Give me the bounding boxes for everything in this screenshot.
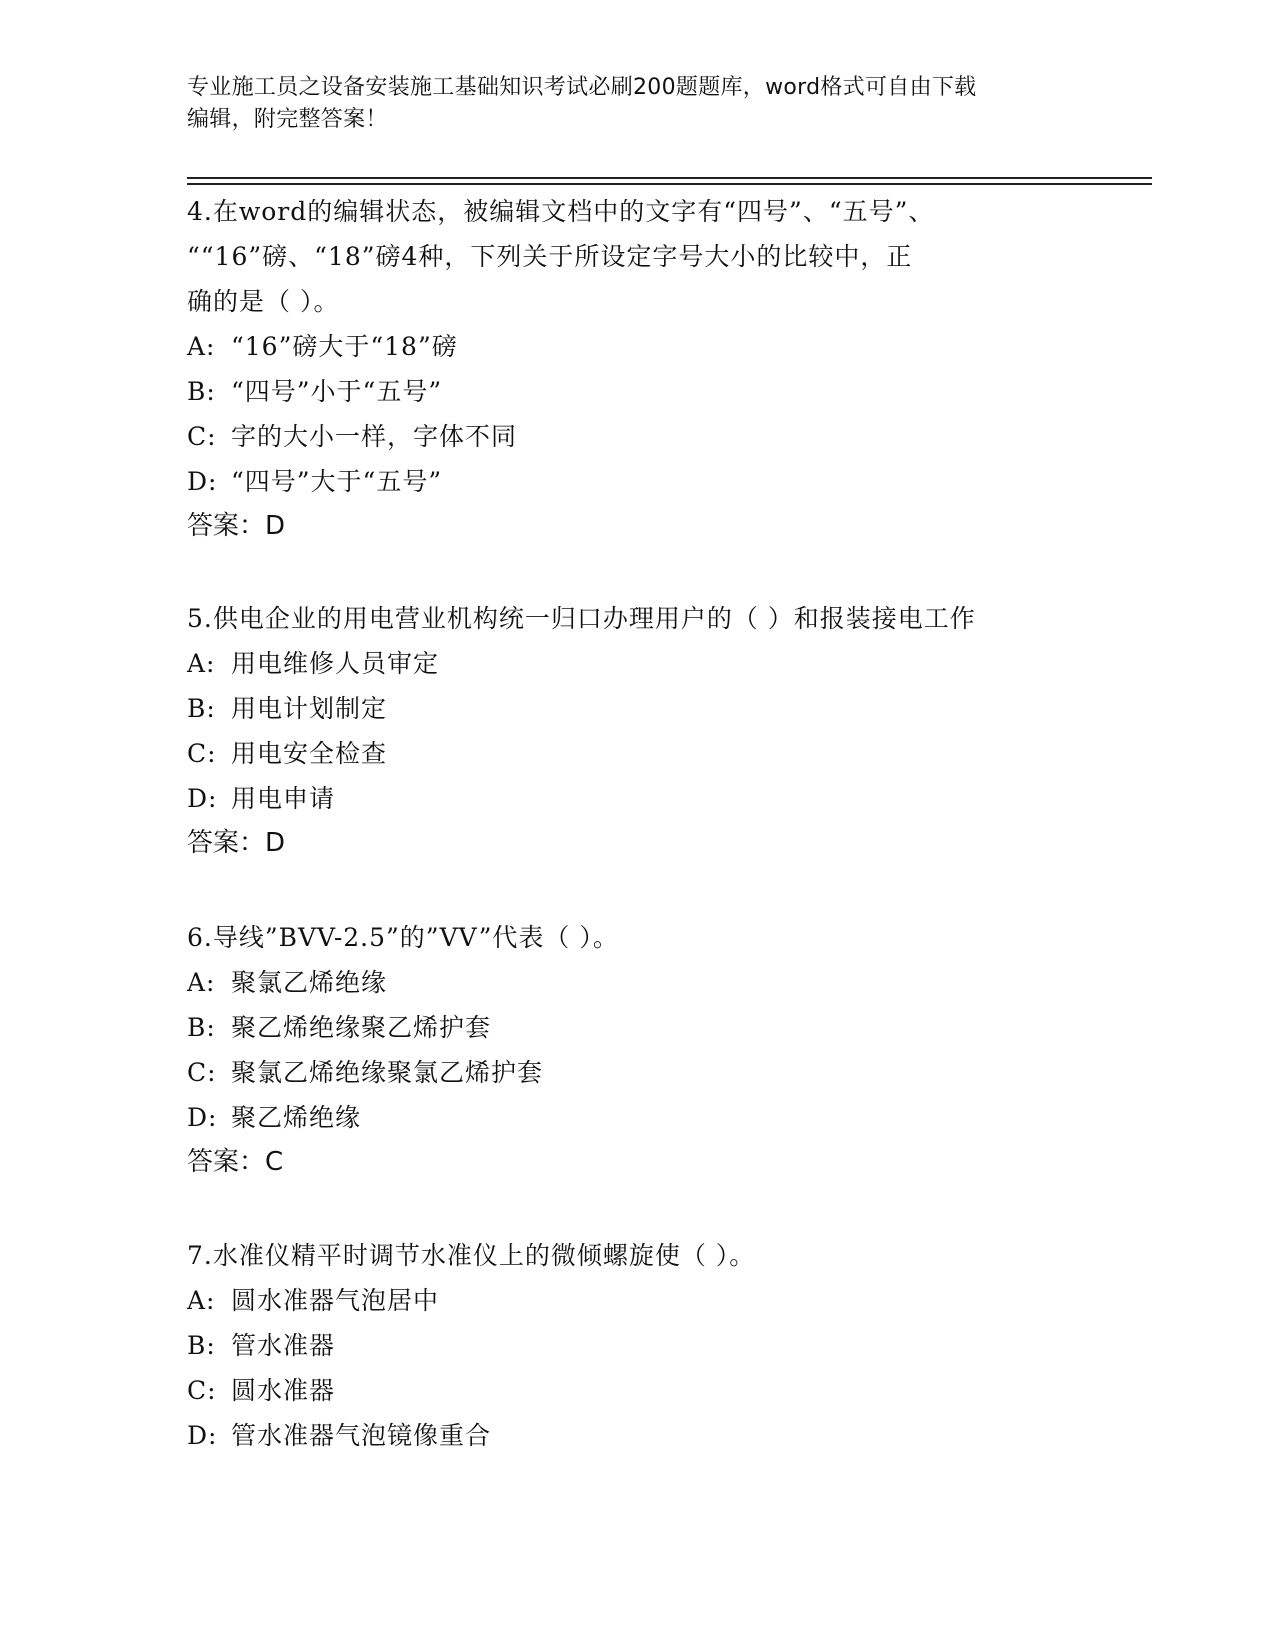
question-4 xyxy=(187,189,1087,549)
option-text: 管水准器气泡镜像重合 xyxy=(231,1421,492,1450)
option-text: “四号”小于“五号” xyxy=(231,377,443,406)
option-text: 聚氯乙烯绝缘 xyxy=(231,968,388,997)
header-line-2: 编辑，附完整答案！ xyxy=(187,107,388,132)
header-divider-top xyxy=(187,177,1152,179)
option-letter: D: xyxy=(187,1421,218,1450)
option-a xyxy=(187,960,1087,1005)
option-d xyxy=(187,1095,1087,1140)
option-text: 圆水准器 xyxy=(231,1376,336,1405)
option-text: 用电安全检查 xyxy=(231,739,388,768)
option-text: 用电维修人员审定 xyxy=(231,649,440,678)
option-letter: C: xyxy=(187,1058,217,1087)
option-letter: B: xyxy=(187,694,216,723)
question-5 xyxy=(187,596,1087,866)
option-text: 管水准器 xyxy=(231,1331,336,1360)
document-header xyxy=(187,72,1087,136)
option-letter: A: xyxy=(187,968,216,997)
option-c xyxy=(187,414,1087,459)
option-letter: D: xyxy=(187,784,218,813)
question-text-line: 确的是（ ）。 xyxy=(187,287,340,316)
question-text-line: 4.在word的编辑状态，被编辑文档中的文字有“四号”、“五号”、 xyxy=(187,197,935,226)
option-letter: C: xyxy=(187,422,217,451)
option-letter: B: xyxy=(187,377,216,406)
option-b xyxy=(187,686,1087,731)
option-text: 圆水准器气泡居中 xyxy=(231,1286,440,1315)
option-letter: A: xyxy=(187,1286,216,1315)
question-text-line: 7.水准仪精平时调节水准仪上的微倾螺旋使（ ）。 xyxy=(187,1241,756,1270)
question-text-line: 5.供电企业的用电营业机构统一归口办理用户的（ ）和报装接电工作 xyxy=(187,604,976,633)
header-line-1: 专业施工员之设备安装施工基础知识考试必刷200题题库，word格式可自由下载 xyxy=(187,75,977,100)
option-a xyxy=(187,1278,1087,1323)
option-letter: C: xyxy=(187,1376,217,1405)
option-letter: B: xyxy=(187,1331,216,1360)
question-text-line: 6.导线”BVV-2.5”的”VV”代表（ ）。 xyxy=(187,923,619,952)
option-text: “四号”大于“五号” xyxy=(231,467,443,496)
option-b xyxy=(187,1323,1087,1368)
option-text: 用电计划制定 xyxy=(231,694,388,723)
option-d xyxy=(187,776,1087,821)
option-text: 字的大小一样，字体不同 xyxy=(231,422,518,451)
option-text: 聚氯乙烯绝缘聚氯乙烯护套 xyxy=(231,1058,544,1087)
option-b xyxy=(187,369,1087,414)
answer-label: 答案：D xyxy=(187,828,286,858)
option-text: 用电申请 xyxy=(231,784,336,813)
option-c xyxy=(187,1368,1087,1413)
question-text-line: ““16”磅、“18”磅4种，下列关于所设定字号大小的比较中，正 xyxy=(187,242,913,271)
question-6 xyxy=(187,915,1087,1185)
answer-label: 答案：D xyxy=(187,511,286,541)
option-a xyxy=(187,324,1087,369)
option-a xyxy=(187,641,1087,686)
option-letter: D: xyxy=(187,1103,218,1132)
option-letter: C: xyxy=(187,739,217,768)
answer-label: 答案：C xyxy=(187,1147,284,1177)
option-c xyxy=(187,1050,1087,1095)
option-d xyxy=(187,1413,1087,1458)
option-letter: A: xyxy=(187,649,216,678)
option-text: 聚乙烯绝缘聚乙烯护套 xyxy=(231,1013,492,1042)
option-c xyxy=(187,731,1087,776)
option-letter: A: xyxy=(187,332,216,361)
header-divider-bottom xyxy=(187,183,1152,185)
option-letter: D: xyxy=(187,467,218,496)
option-b xyxy=(187,1005,1087,1050)
option-d xyxy=(187,459,1087,504)
option-text: “16”磅大于“18”磅 xyxy=(231,332,458,361)
option-letter: B: xyxy=(187,1013,216,1042)
option-text: 聚乙烯绝缘 xyxy=(231,1103,362,1132)
question-7 xyxy=(187,1233,1087,1458)
